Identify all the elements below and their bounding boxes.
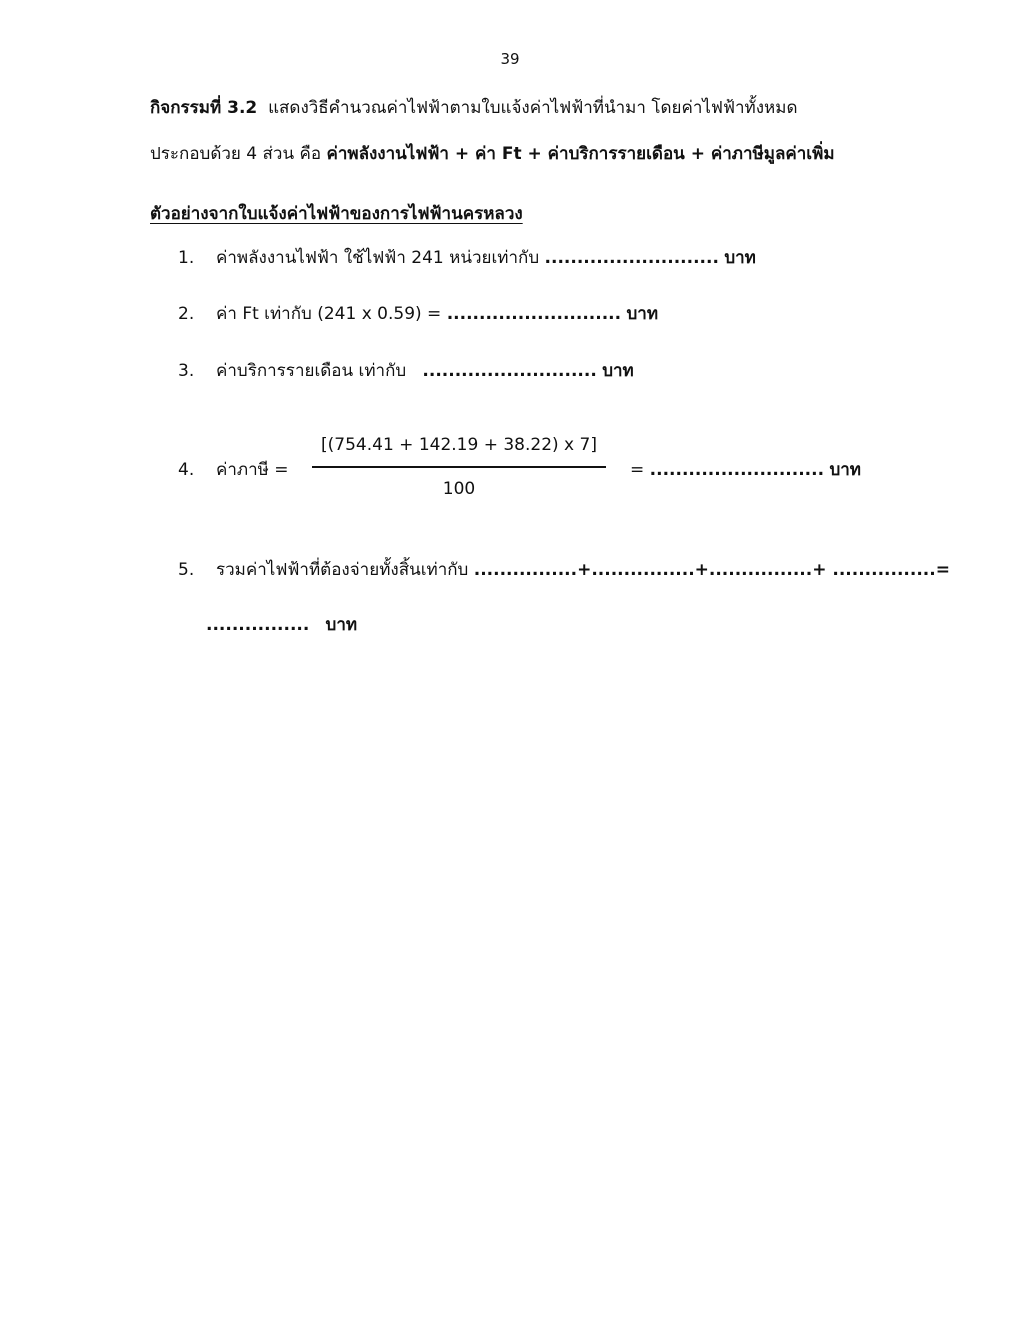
sum-blanks: ................+................+................+ ................= — [473, 560, 950, 580]
tax-label: ค่าภาษี = — [216, 460, 289, 480]
activity-label: กิจกรรมที่ 3.2 — [150, 98, 258, 118]
answer-blank: ........................... — [446, 304, 622, 324]
answer-blank: ........................... — [422, 361, 597, 381]
page-number: 39 — [500, 50, 520, 68]
item-5-total — [206, 617, 357, 634]
item-number: 2. — [178, 304, 195, 324]
item-number: 4. — [178, 460, 195, 480]
answer-blank: ........................... — [649, 460, 825, 480]
item-3 — [216, 363, 634, 380]
unit-baht: บาท — [325, 615, 358, 635]
equals-sign: = — [630, 460, 645, 480]
item-number: 5. — [178, 560, 195, 580]
activity-line-1 — [150, 100, 798, 117]
item-5 — [216, 562, 950, 579]
item-4-result — [630, 462, 861, 479]
activity-line-2 — [150, 146, 835, 163]
item-text: ค่าบริการรายเดือน เท่ากับ — [216, 361, 407, 381]
unit-baht: บาท — [626, 304, 659, 324]
item-text: ค่า Ft เท่ากับ (241 x 0.59) = — [216, 304, 442, 324]
fraction-numerator: [(754.41 + 142.19 + 38.22) x 7] — [321, 435, 597, 455]
unit-baht: บาท — [724, 248, 756, 268]
activity-components-formula: ค่าพลังงานไฟฟ้า + ค่า Ft + ค่าบริการรายเดือน + ค่าภาษีมูลค่าเพิ่ม — [326, 144, 835, 164]
unit-baht: บาท — [602, 361, 634, 381]
activity-components-lead: ประกอบด้วย 4 ส่วน คือ — [150, 144, 322, 164]
unit-baht: บาท — [829, 460, 861, 480]
activity-description: แสดงวิธีคำนวณค่าไฟฟ้าตามใบแจ้งค่าไฟฟ้าที่นำมา โดยค่าไฟฟ้าทั้งหมด — [268, 98, 798, 118]
item-number: 1. — [178, 248, 195, 268]
fraction-denominator: 100 — [442, 479, 476, 499]
item-1 — [216, 250, 756, 267]
item-text: รวมค่าไฟฟ้าที่ต้องจ่ายทั้งสิ้นเท่ากับ — [216, 560, 469, 580]
total-blank: ................ — [206, 615, 310, 635]
fraction-line — [312, 466, 606, 468]
answer-blank: ........................... — [544, 248, 719, 268]
item-number: 3. — [178, 361, 195, 381]
item-2 — [216, 306, 658, 323]
item-text: ค่าพลังงานไฟฟ้า ใช้ไฟฟ้า 241 หน่วยเท่ากับ — [216, 248, 540, 268]
example-heading: ตัวอย่างจากใบแจ้งค่าไฟฟ้าของการไฟฟ้านครหลวง — [150, 204, 523, 224]
